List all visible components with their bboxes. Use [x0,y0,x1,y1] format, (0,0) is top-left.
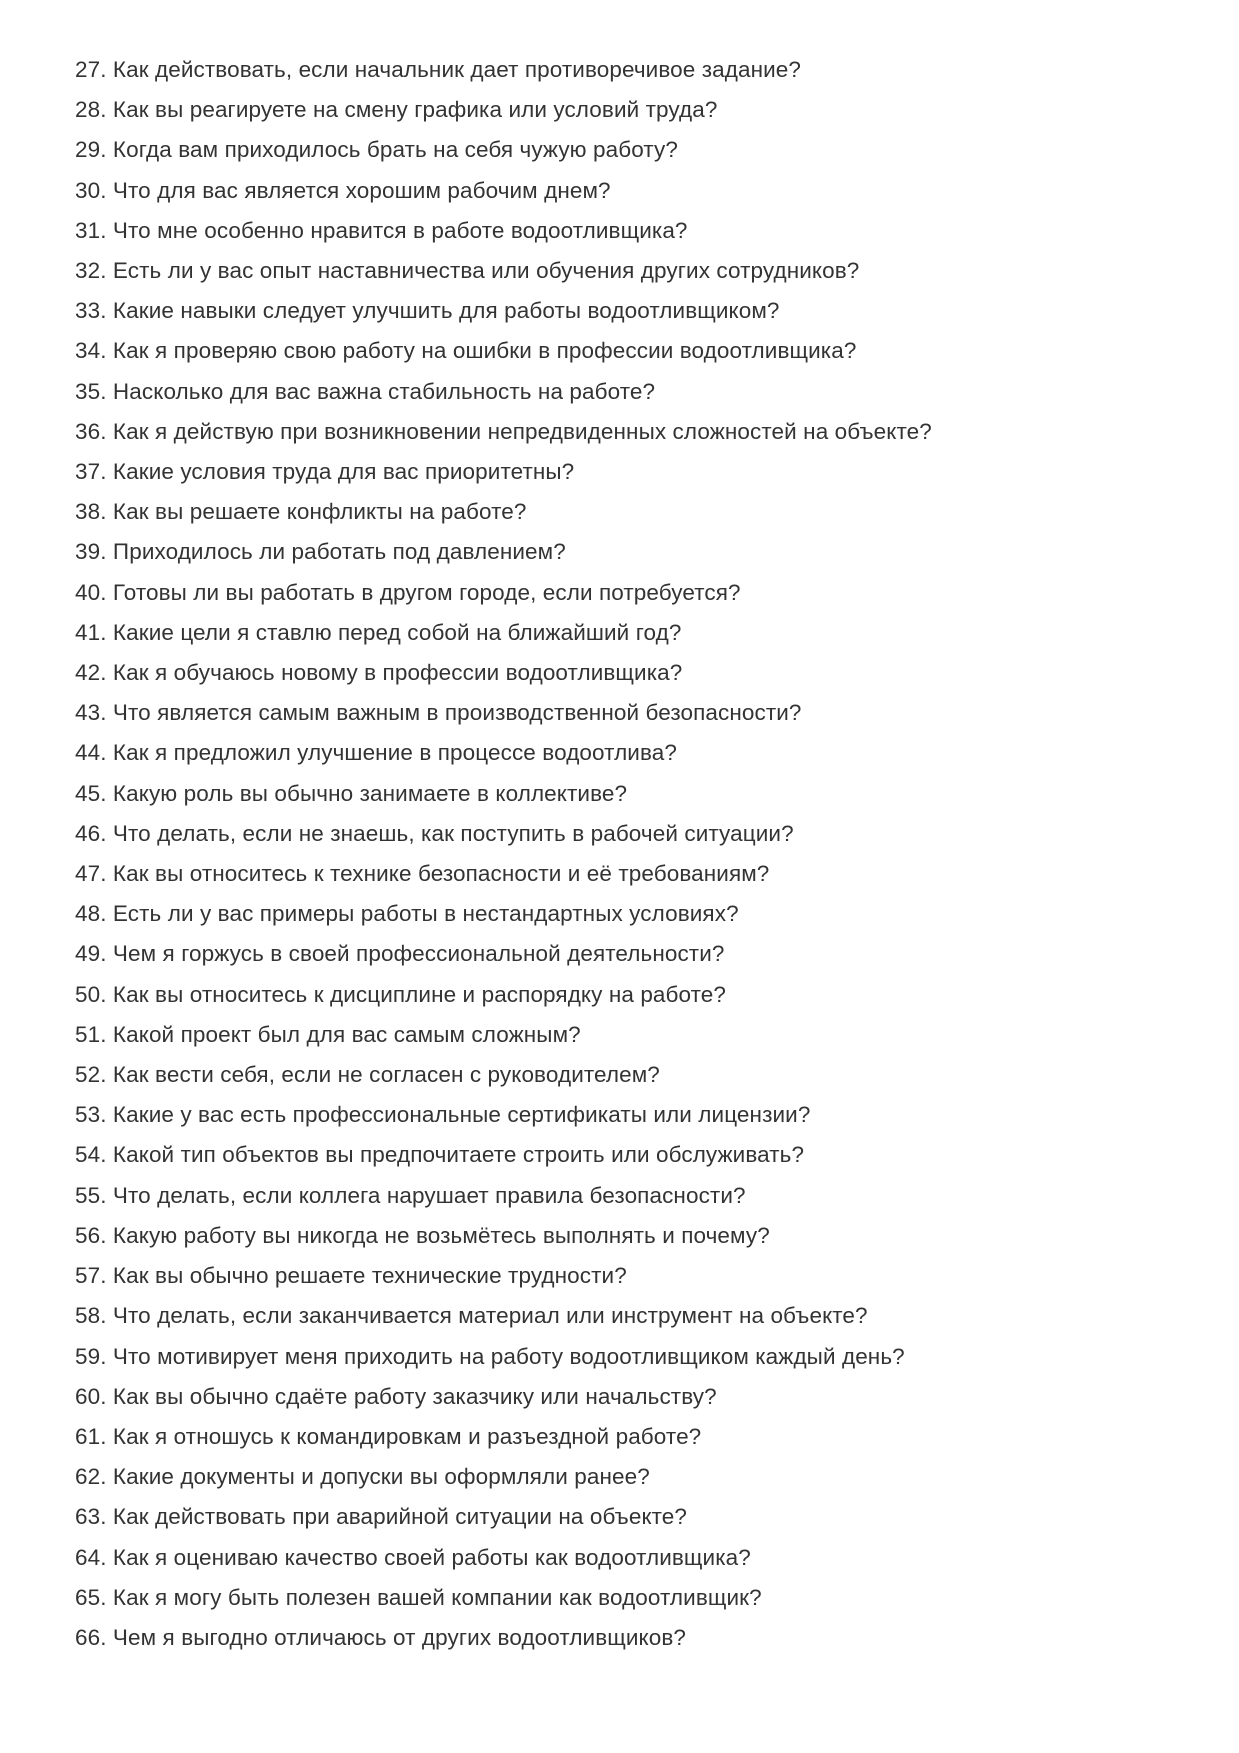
question-item: 48. Есть ли у вас примеры работы в нестандартных условиях? [75,901,739,927]
question-item: 32. Есть ли у вас опыт наставничества или обучения других сотрудников? [75,258,860,284]
question-item: 54. Какой тип объектов вы предпочитаете строить или обслуживать? [75,1142,805,1168]
question-item: 60. Как вы обычно сдаёте работу заказчику или начальству? [75,1383,717,1409]
question-item: 53. Какие у вас есть профессиональные сертификаты или лицензии? [75,1102,811,1128]
question-item: 44. Как я предложил улучшение в процессе водоотлива? [75,740,677,766]
question-item: 47. Как вы относитесь к технике безопасности и её требованиям? [75,861,770,887]
question-item: 46. Что делать, если не знаешь, как поступить в рабочей ситуации? [75,820,794,846]
question-item: 55. Что делать, если коллега нарушает правила безопасности? [75,1182,746,1208]
question-item: 28. Как вы реагируете на смену графика или условий труда? [75,97,718,123]
question-item: 50. Как вы относитесь к дисциплине и распорядку на работе? [75,981,727,1007]
question-item: 61. Как я отношусь к командировкам и разъездной работе? [75,1423,702,1449]
question-item: 40. Готовы ли вы работать в другом городе, если потребуется? [75,579,741,605]
question-item: 30. Что для вас является хорошим рабочим днем? [75,177,611,203]
question-item: 36. Как я действую при возникновении непредвиденных сложностей на объекте? [75,418,932,444]
question-item: 27. Как действовать, если начальник дает противоречивое задание? [75,57,802,82]
question-item: 57. Как вы обычно решаете технические трудности? [75,1263,627,1289]
question-item: 64. Как я оцениваю качество своей работы как водоотливщика? [75,1544,751,1570]
question-item: 62. Какие документы и допуски вы оформляли ранее? [75,1464,650,1490]
question-item: 41. Какие цели я ставлю перед собой на ближайший год? [75,619,682,645]
question-item: 52. Как вести себя, если не согласен с руководителем? [75,1062,660,1088]
question-item: 42. Как я обучаюсь новому в профессии водоотливщика? [75,660,683,686]
question-item: 38. Как вы решаете конфликты на работе? [75,499,527,525]
question-item: 56. Какую работу вы никогда не возьмётесь выполнять и почему? [75,1222,770,1248]
question-item: 58. Что делать, если заканчивается материал или инструмент на объекте? [75,1303,868,1329]
question-item: 29. Когда вам приходилось брать на себя чужую работу? [75,137,678,163]
question-item: 51. Какой проект был для вас самым сложным? [75,1021,581,1047]
question-item: 43. Что является самым важным в производственной безопасности? [75,700,802,726]
question-item: 66. Чем я выгодно отличаюсь от других водоотливщиков? [75,1624,687,1650]
question-item: 59. Что мотивирует меня приходить на работу водоотливщиком каждый день? [75,1343,905,1369]
question-item: 31. Что мне особенно нравится в работе водоотливщика? [75,217,688,243]
question-item: 49. Чем я горжусь в своей профессиональной деятельности? [75,941,725,967]
question-item: 39. Приходилось ли работать под давлением? [75,539,566,565]
question-item: 45. Какую роль вы обычно занимаете в коллективе? [75,780,628,806]
question-item: 65. Как я могу быть полезен вашей компании как водоотливщик? [75,1584,762,1610]
question-item: 34. Как я проверяю свою работу на ошибки в профессии водоотливщика? [75,338,857,364]
question-item: 35. Насколько для вас важна стабильность на работе? [75,378,656,404]
question-item: 33. Какие навыки следует улучшить для работы водоотливщиком? [75,298,780,324]
question-item: 63. Как действовать при аварийной ситуации на объекте? [75,1504,688,1530]
question-item: 37. Какие условия труда для вас приоритетны? [75,459,575,485]
